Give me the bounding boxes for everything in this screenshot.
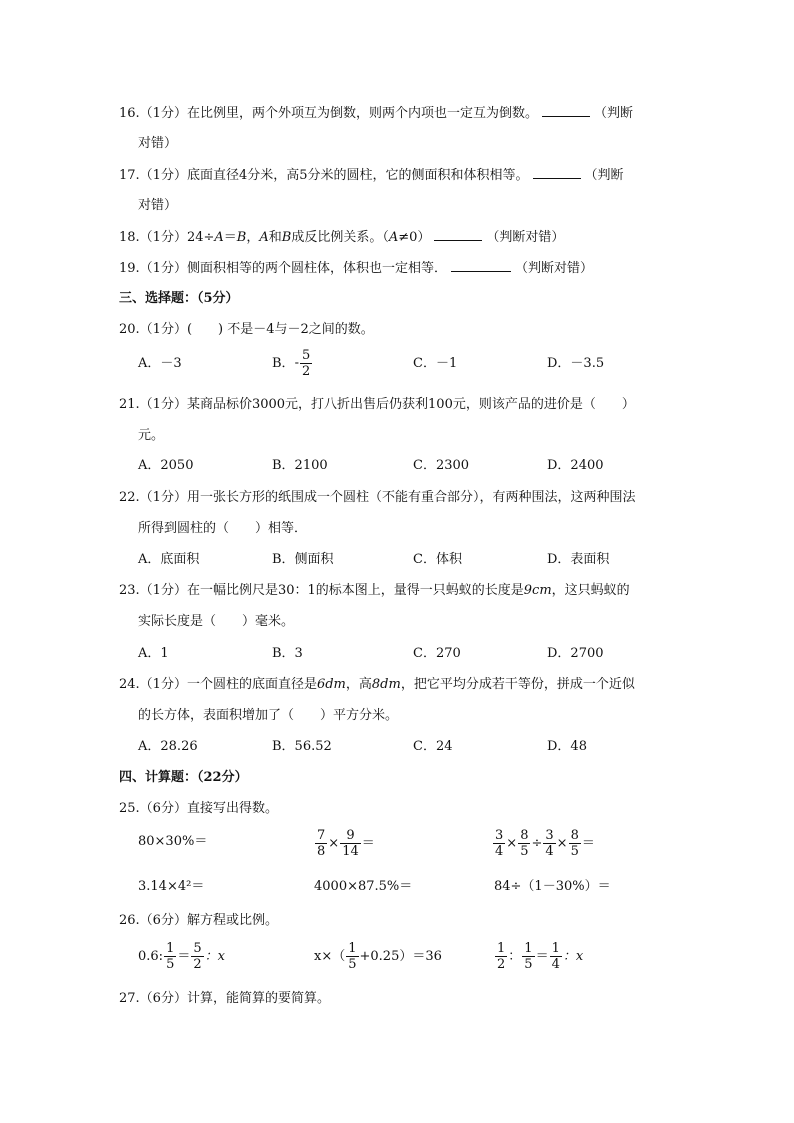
question-21-line1: 21.（1分）某商品标价3000元，打八折出售后仍获利100元，则该产品的进价是（ ） [119,397,635,412]
answer-blank[interactable] [533,166,581,179]
option-d[interactable]: D．－3.5 [547,356,605,371]
question-17-line2: 对错） [138,198,178,213]
expr-25-3: $\frac{3}{4}$ × $\frac{8}{5}$ ÷ $\frac{3}{4}$ × $\frac{8}{5}$ ＝ [495,828,595,859]
expr-25-6: 84÷（1－30%）＝ [494,879,611,894]
question-24-line2: 的长方体，表面积增加了（ ）平方分米。 [138,708,399,723]
option-a[interactable]: A．28.26 [138,739,198,754]
question-24-line1: 24.（1分）一个圆柱的底面直径是6dm，高8dm，把它平均分成若干等份，拼成一个近似 [119,677,635,692]
expr-26-1: 0.6: $\frac{1}{5}$ ＝ $\frac{5}{2}$ ：x [138,941,225,972]
option-c[interactable]: C．－1 [413,356,458,371]
expr-25-2: $\frac{7}{8}$ × $\frac{9}{14}$ ＝ [317,828,375,859]
question-22-line1: 22.（1分）用一张长方形的纸围成一个圆柱（不能有重合部分），有两种围法，这两种围法 [119,490,636,505]
option-b[interactable]: B．- $\frac{5}{2}$ [272,348,311,379]
option-b[interactable]: B．侧面积 [272,552,334,567]
option-a[interactable]: A．1 [138,646,169,661]
question-20: 20.（1分）( ) 不是－4与－2之间的数。 [119,322,374,337]
option-a[interactable]: A．2050 [138,458,194,473]
expr-26-3: $\frac{1}{2}$ ： $\frac{1}{5}$ ＝ $\frac{1}{4}$ ：x [497,941,584,972]
question-27: 27.（6分）计算，能简算的要简算。 [119,991,330,1006]
question-21-line2: 元。 [138,428,165,443]
option-c[interactable]: C．2300 [413,458,470,473]
option-b[interactable]: B．3 [272,646,303,661]
answer-blank[interactable] [451,259,511,272]
option-b[interactable]: B．56.52 [272,739,332,754]
question-23-line1: 23.（1分）在一幅比例尺是30：1的标本图上，量得一只蚂蚁的长度是9cm，这只蚂蚁的 [119,583,630,598]
option-c[interactable]: C．体积 [413,552,462,567]
expr-25-5: 4000×87.5%＝ [314,879,413,894]
option-a[interactable]: A．－3 [138,356,182,371]
option-c[interactable]: C．24 [413,739,453,754]
question-25: 25.（6分）直接写出得数。 [119,801,278,816]
question-16-line1: 16.（1分）在比例里，两个外项互为倒数，则两个内项也一定互为倒数。 （判断 [119,106,633,121]
option-d[interactable]: D．48 [547,739,587,754]
answer-blank[interactable] [434,228,482,241]
option-d[interactable]: D．2700 [547,646,604,661]
question-26: 26.（6分）解方程或比例。 [119,913,278,928]
option-d[interactable]: D．2400 [547,458,604,473]
question-18: 18.（1分）24÷A＝B，A和B成反比例关系。（A≠0） （判断对错） [119,230,565,245]
option-b[interactable]: B．2100 [272,458,328,473]
option-c[interactable]: C．270 [413,646,461,661]
expr-25-1: 80×30%＝ [138,834,208,849]
option-a[interactable]: A．底面积 [138,552,200,567]
question-16-line2: 对错） [138,136,178,151]
question-22-line2: 所得到圆柱的（ ）相等． [138,521,308,536]
section-4-heading: 四、计算题：（22分） [119,770,248,785]
expr-26-2: x×（ $\frac{1}{5}$ +0.25）＝36 [314,941,442,972]
section-3-heading: 三、选择题：（5分） [119,291,239,306]
answer-blank[interactable] [542,104,590,117]
question-19: 19.（1分）侧面积相等的两个圆柱体，体积也一定相等． （判断对错） [119,261,593,276]
question-23-line2: 实际长度是（ ）毫米。 [138,614,295,629]
option-d[interactable]: D．表面积 [547,552,610,567]
question-17-line1: 17.（1分）底面直径4分米，高5分米的圆柱，它的侧面积和体积相等。 （判断 [119,168,624,183]
expr-25-4: 3.14×4²＝ [138,879,205,894]
